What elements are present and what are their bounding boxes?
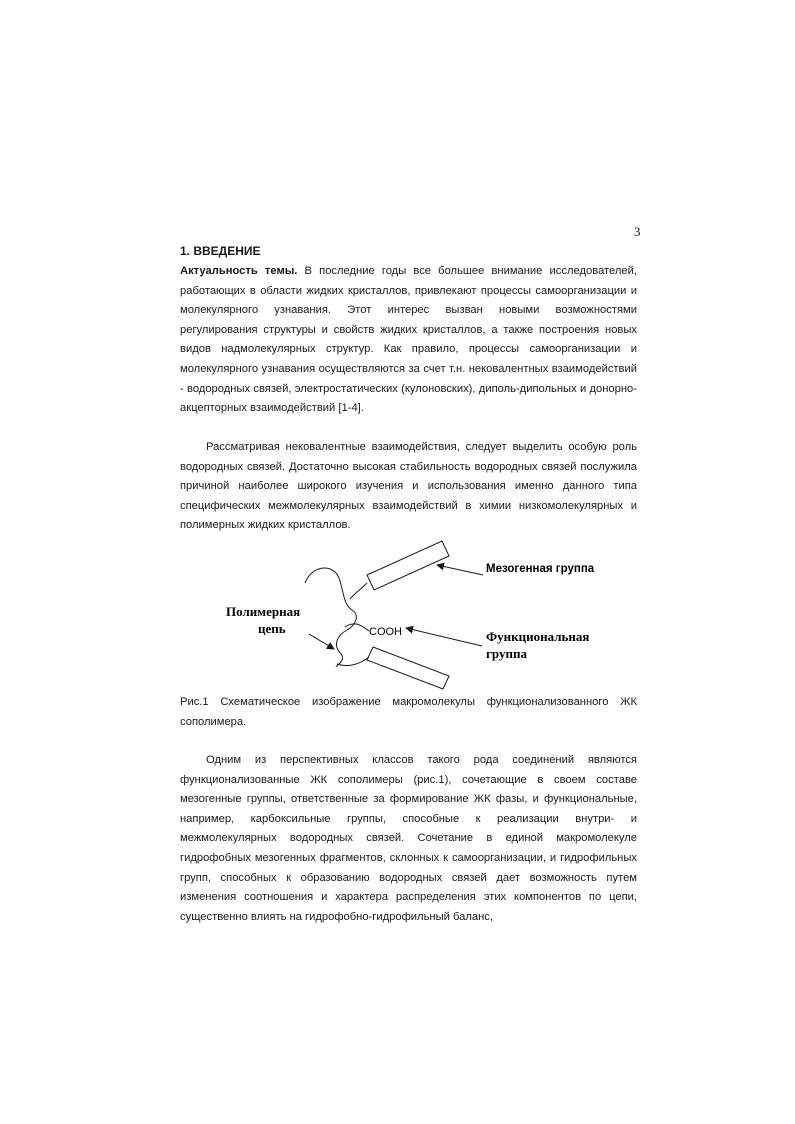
label-polymer-line1: Полимерная bbox=[226, 604, 301, 619]
page-number: 3 bbox=[634, 224, 641, 239]
mesogen-rod-lower bbox=[367, 647, 449, 689]
figure-caption: Рис.1 Схематическое изображение макромолекулы функционализованного ЖК сополимера. bbox=[180, 696, 637, 728]
paragraph-hydrogen-bonds: Рассматривая нековалентные взаимодействия, следует выделить особую роль водородных связей. Достаточно высокая стабильность водородных связей послужила причиной наиболее широкого изучения и использования именно данного типа специфических межмолекулярных взаимодействий в химии низкомолекулярных и полимерных жидких кристаллов. bbox=[180, 441, 637, 532]
relevance-lead: Актуальность темы. bbox=[180, 265, 298, 277]
arrow-polymer bbox=[309, 634, 334, 649]
mesogen-spacer-upper bbox=[350, 583, 367, 599]
paragraph-copolymers: Одним из перспективных классов такого рода соединений являются функционализованные ЖК сополимеры (рис.1), сочетающие в своем составе мезогенные группы, ответственные за формирование ЖК фазы, и функциональные, например, карбоксильные группы, способные к реализации внутри- и межмолекулярных водородных связей. Сочетание в единой макромолекуле гидрофобных мезогенных фрагментов, склонных к самоорганизации, и гидрофильных групп, способных к образованию водородных связей дает возможность путем изменения соотношения и характера распределения этих компонентов по цепи, существенно влиять на гидрофобно-гидрофильный баланс, bbox=[180, 754, 637, 923]
polymer-chain bbox=[305, 568, 356, 667]
mesogen-rod-upper bbox=[367, 541, 449, 590]
arrow-mesogen bbox=[437, 565, 483, 575]
section-heading: 1. ВВЕДЕНИЕ bbox=[180, 244, 261, 258]
relevance-text: В последние годы все большее внимание исследователей, работающих в области жидких кристаллов, привлекают процессы самоорганизации и молекулярного узнавания. Этот интерес вызван новыми возможностями регулирования структуры и свойств жидких кристаллов, а также построения новых видов надмолекулярных структур. Как правило, процессы самоорганизации и молекулярного узнавания осуществляются за счет т.н. нековалентных взаимодействий - водородных связей, электростатических (кулоновских), диполь-дипольных и донорно-акцепторных взаимодействий [1-4]. bbox=[180, 265, 637, 415]
label-functional-line1: Функциональная bbox=[486, 629, 590, 644]
label-mesogen-group: Мезогенная группа bbox=[486, 563, 595, 575]
label-functional-line2: группа bbox=[486, 646, 527, 661]
arrow-functional bbox=[406, 628, 482, 646]
label-polymer-line2: цепь bbox=[258, 621, 286, 636]
cooh-spacer bbox=[345, 624, 369, 631]
cooh-label: COOH bbox=[369, 626, 402, 638]
